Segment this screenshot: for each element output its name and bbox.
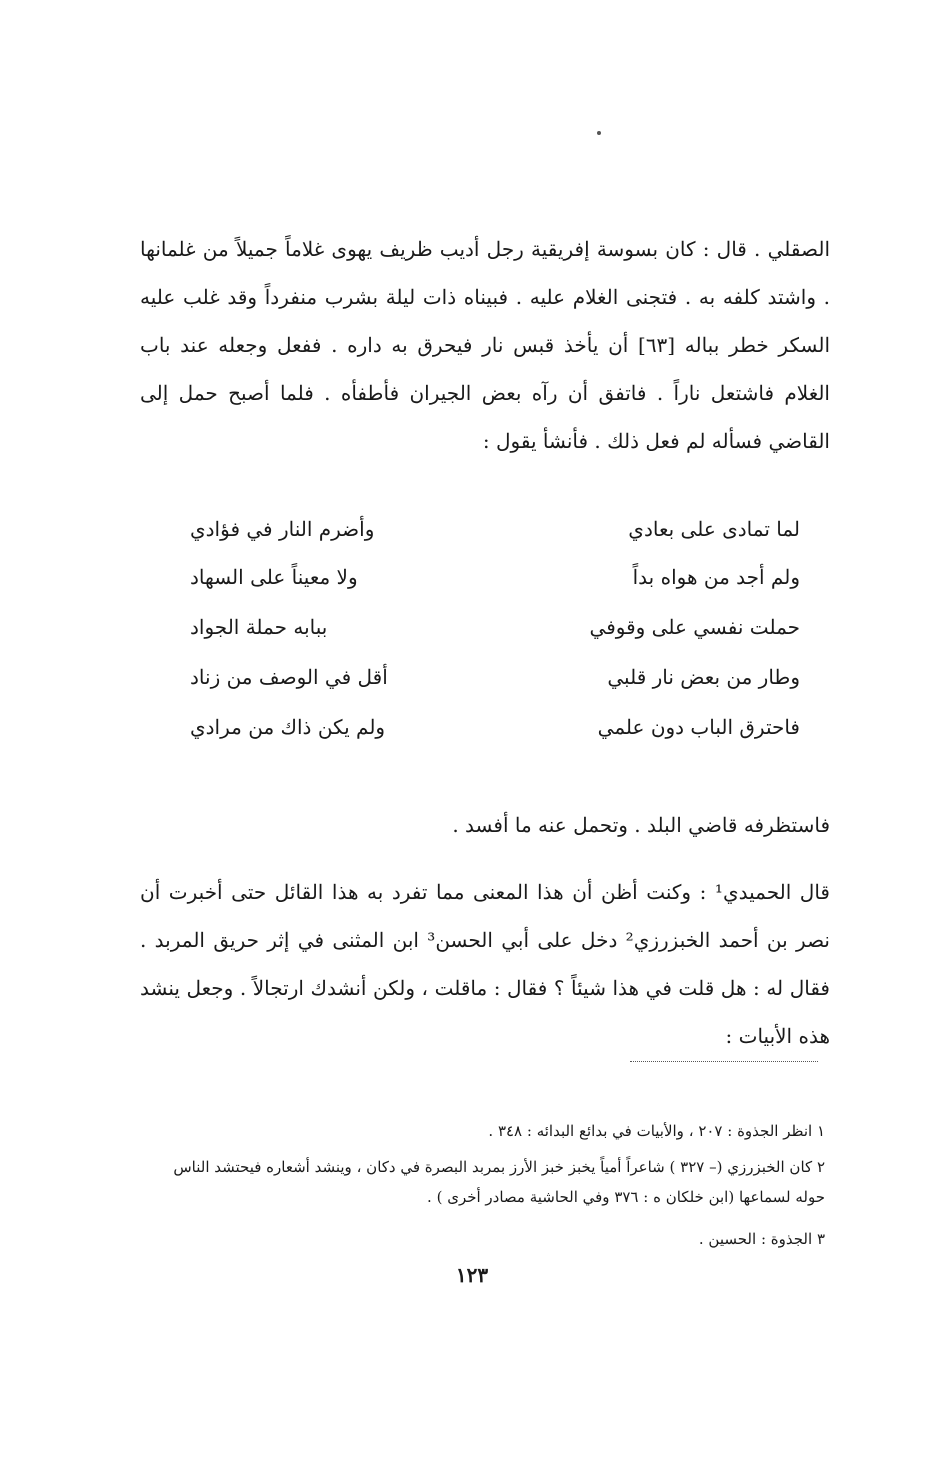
ink-speck — [597, 131, 601, 135]
page-number: ١٢٣ — [455, 1263, 489, 1287]
poem-verse — [150, 505, 800, 553]
footnote-2: ٢ كان الخبزرزي (– ٣٢٧ ) شاعراً أمياً يخبز خبز الأرز بمربد البصرة في دكان ، وينشد أشعاره فيحتشد الناس حوله لسماعها (ابن خلكان ه : ٣٧٦ وفي الحاشية مصادر أخرى ) . — [173, 1158, 825, 1206]
verse-first-hemistich: وطار من بعض نار قلبي — [607, 665, 800, 689]
verse-second-hemistich: ولم يكن ذاك من مرادي — [190, 715, 386, 739]
verse-second-hemistich: أقل في الوصف من زناد — [190, 665, 388, 689]
verse-second-hemistich: ولا معيناً على السهاد — [190, 565, 358, 589]
closing-line: فاستظرفه قاضي البلد . وتحمل عنه ما أفسد . — [452, 813, 830, 837]
paragraph-2: قال الحميدي¹ : وكنت أظن أن هذا المعنى مما تفرد به هذا القائل حتى أخبرت أن نصر بن أحمد الخبزرزي² دخل على أبي الحسن³ ابن المثنى في إثر حريق المربد . فقال له : هل قلت في هذا شيئاً ؟ فقال : ماقلت ، ولكن أنشدك ارتجالاً . وجعل ينشد هذه الأبيات : — [140, 880, 830, 1048]
poem-verse — [150, 653, 800, 701]
verse-first-hemistich: ولم أجد من هواه بداً — [632, 565, 800, 589]
poem-verse — [150, 603, 800, 651]
footnote-1: ١ انظر الجذوة : ٢٠٧ ، والأبيات في بدائع البدائه : ٣٤٨ . — [488, 1122, 825, 1140]
verse-first-hemistich: فاحترق الباب دون علمي — [597, 715, 800, 739]
poem-verse — [150, 553, 800, 601]
verse-second-hemistich: وأضرم النار في فؤادي — [190, 517, 375, 541]
footnote-3: ٣ الجذوة : الحسين . — [698, 1230, 825, 1248]
footnote-separator — [630, 1061, 818, 1062]
poem-verse — [150, 703, 800, 751]
paragraph-1: الصقلي . قال : كان بسوسة إفريقية رجل أديب ظريف يهوى غلاماً جميلاً من غلمانها . واشتد كلفه به . فتجنى الغلام عليه . فبيناه ذات ليلة بشرب منفرداً وقد غلب عليه السكر خطر بباله [٦٣] أن يأخذ قبس نار فيحرق به داره . ففعل وجعله عند باب الغلام فاشتعل ناراً . فاتفق أن رآه بعض الجيران فأطفأه . فلما أصبح حمل إلى القاضي فسأله لم فعل ذلك . فأنشأ يقول : — [140, 237, 831, 453]
verse-first-hemistich: حملت نفسي على وقوفي — [589, 615, 800, 639]
verse-second-hemistich: ببابه حملة الجواد — [190, 615, 328, 639]
verse-first-hemistich: لما تمادى على بعادي — [628, 517, 800, 541]
